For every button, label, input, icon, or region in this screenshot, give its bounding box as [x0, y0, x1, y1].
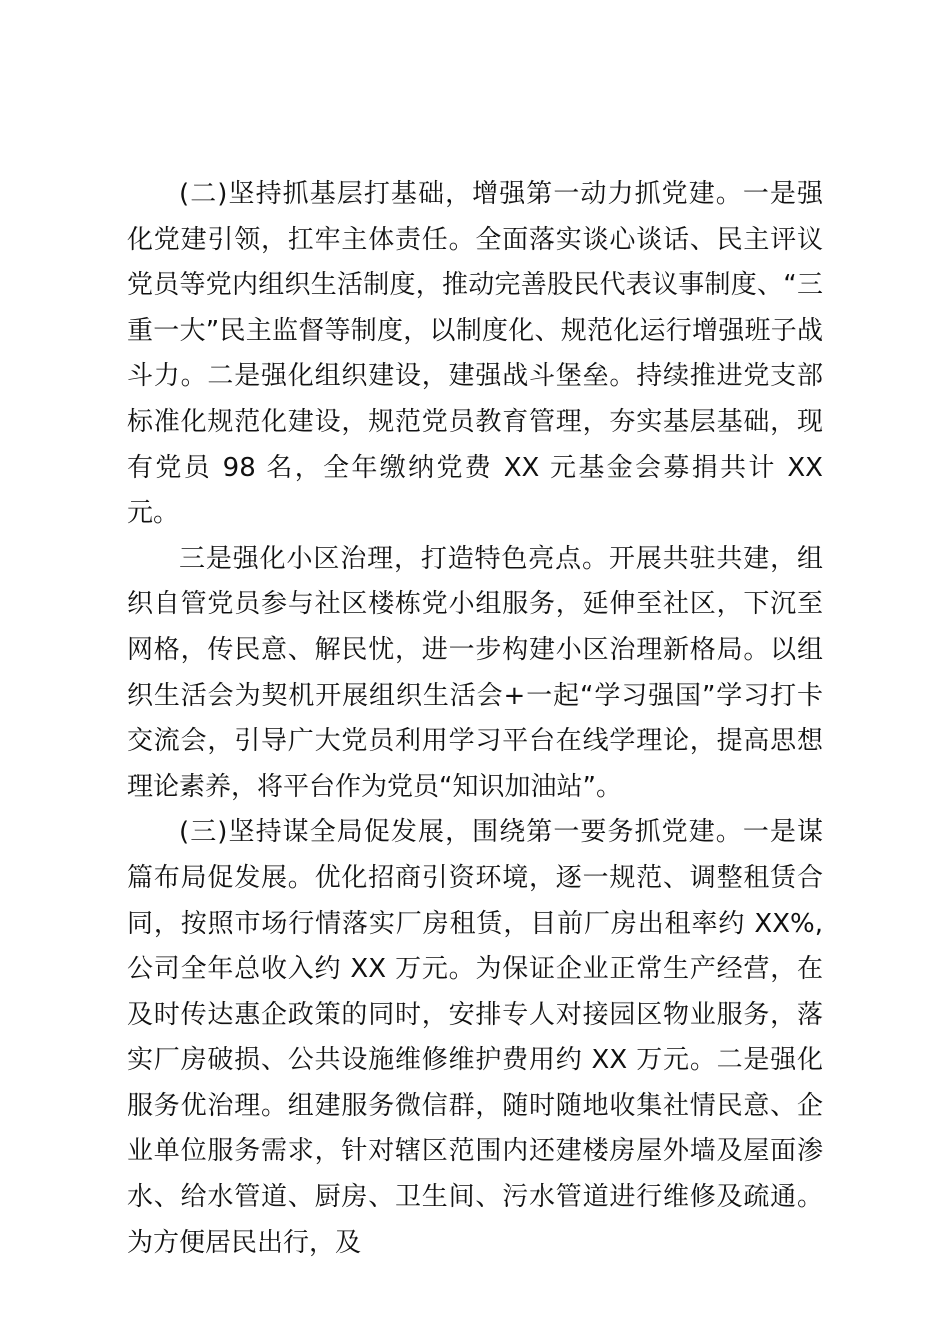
paragraph-development-overall: (三)坚持谋全局促发展，围绕第一要务抓党建。一是谋篇布局促发展。优化招商引资环境，逐一规范、调整租赁合同，按照市场行情落实厂房租赁，目前厂房出租率约 XX%,公司全年总收入约 XX 万元。为保证企业正常生产经营，在及时传达惠企政策的同时，安排专人对接园区物业服务，落实厂房破损、公共设施维修维护费用约 XX 万元。二是强化服务优治理。组建服务微信群，随时随地收集社情民意、企业单位服务需求，针对辖区范围内还建楼房屋外墙及屋面渗水、给水管道、厨房、卫生间、污水管道进行维修及疏通。为方便居民出行，及	[127, 817, 823, 1258]
document-body	[127, 172, 823, 1266]
paragraph-party-building-foundation: (二)坚持抓基层打基础，增强第一动力抓党建。一是强化党建引领，扛牢主体责任。全面落实谈心谈话、民主评议党员等党内组织生活制度，推动完善股民代表议事制度、“三重一大”民主监督等制度，以制度化、规范化运行增强班子战斗力。二是强化组织建设，建强战斗堡垒。持续推进党支部标准化规范化建设，规范党员教育管理，夯实基层基础，现有党员 98 名，全年缴纳党费 XX 元基金会募捐共计 XX 元。	[127, 179, 823, 529]
paragraph-community-governance: 三是强化小区治理，打造特色亮点。开展共驻共建，组织自管党员参与社区楼栋党小组服务，延伸至社区，下沉至网格，传民意、解民忧，进一步构建小区治理新格局。以组织生活会为契机开展组织生活会+一起“学习强国”学习打卡交流会，引导广大党员利用学习平台在线学理论，提高思想理论素养，将平台作为党员“知识加油站”。	[127, 543, 823, 802]
